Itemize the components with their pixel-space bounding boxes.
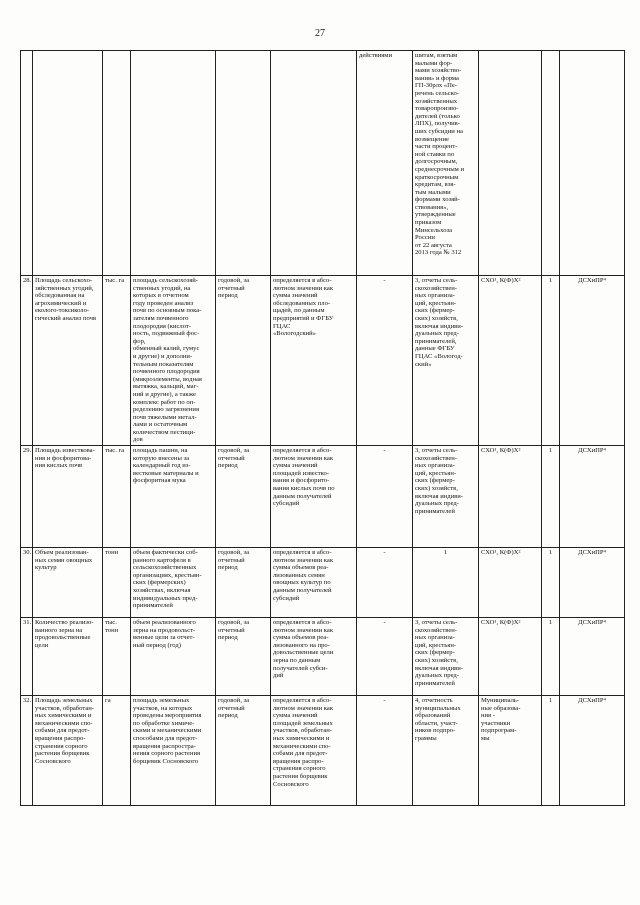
data-source: 4, отчетность муниципальных образований области, участ- ников подпро- граммы [413, 696, 479, 806]
dash-cell: - [357, 618, 413, 696]
definition: объем реализованного зерна на продовольст- венные цели за отчет- ный период (год) [131, 618, 216, 696]
responsible: СХО¹, К(Ф)Х² [479, 446, 542, 548]
dash-cell: - [357, 548, 413, 618]
calculation-method: определяется в абсо- лютном значении как сумма объемов реа- лизованного на про- довольственные цели зерна по данным получателей субси- дий [271, 618, 357, 696]
definition: площадь сельскохозяй- ственных угодий, на которых в отчетном году проведен анализ почв по основным пока- зателям почвенного плодородия (кислот- ность, подвижный фос- фор, обменный калий, гумус и другие) и дополни- тельным показателям почвенного плодородия (микроэлементы, водная вытяжка, кальций, маг- ний и другие), а также комплекс работ по оп- ределению загрязнения почв тяжелыми метал- лами и остаточным количеством пестици- дов [131, 276, 216, 446]
period: годовой, за отчетный период [216, 276, 271, 446]
definition: объем фактически соб- ранного картофеля в сельскохозяйственных организациях, крестьян- ских (фермерских) хозяйствах, включая индивидуальных пред- принимателей [131, 548, 216, 618]
indicator-name: Площадь земельных участков, обработан- ных химическими и механическими спо- собами для предот- вращения распро- странения сорного растения борщевик Сосновского [33, 696, 103, 806]
table-row-32 [21, 696, 625, 806]
indicator-name: Площадь сельскохо- зяйственных угодий, обследованная на агрохимический и eколого-токсиколо- гический анализ почв [33, 276, 103, 446]
definition: площадь земельных участков, на которых проведены мероприятия по обработке химиче- скими и механическими способами для предот- вращения распростра- нения сорного растения борщевик Сосновского [131, 696, 216, 806]
row-number: 32. [21, 696, 33, 806]
department-code: ДСХиПР⁴ [560, 276, 625, 446]
table-row-continued [21, 51, 625, 276]
unit: тыс. га [103, 276, 131, 446]
unit: тыс. га [103, 446, 131, 548]
indicator-table [20, 50, 625, 806]
responsible: СХО¹, К(Ф)Х² [479, 618, 542, 696]
unit: тонн [103, 548, 131, 618]
page-number: 27 [315, 28, 325, 39]
table-row-29 [21, 446, 625, 548]
department-code: ДСХиПР⁴ [560, 696, 625, 806]
period: годовой, за отчетный период [216, 696, 271, 806]
period: годовой, за отчетный период [216, 548, 271, 618]
indicator-name: Объем реализован- ных семян овощных культур [33, 548, 103, 618]
row-number: 29. [21, 446, 33, 548]
period: годовой, за отчетный период [216, 618, 271, 696]
data-source: 3, отчеты сель- скохозяйствен- ных организа- ций, крестьян- ских (фермер- ских) хозяйств, включая индиви- дуальных пред- принимателей, данные ФГБУ ГЦАС «Вологод- ский» [413, 276, 479, 446]
data-source: 3, отчеты сель- скохозяйствен- ных организа- ций, крестьян- ских (фермер- ских) хозяйств, включая индиви- дуальных пред- принимателей [413, 618, 479, 696]
cell-continued-source: шитам, взятым малыми фор- мами хозяйство- вания» и форма ГП-30рлх «Пе- речень сельско- хозяйственных товаропроизво- дителей (только ЛПХ), получив- ших субсидии на возмещение части процент- ной ставки по долгосрочным, среднесрочным и краткосрочным кредитам, взя- тым малыми формами хозяй- ствования», утвержденные приказом Минсельхоза России от 22 августа 2013 года № 312 [413, 51, 479, 276]
unit: тыс. тонн [103, 618, 131, 696]
cell-continued-method: действиями [357, 51, 413, 276]
department-code: ДСХиПР⁴ [560, 618, 625, 696]
data-source: 1 [413, 548, 479, 618]
frequency: 1 [542, 276, 560, 446]
table-row-28 [21, 276, 625, 446]
definition: площадь пашни, на которую внесены за календарный год из- вестковые материалы и фосфоритная мука [131, 446, 216, 548]
table-row-31 [21, 618, 625, 696]
responsible: СХО¹, К(Ф)Х² [479, 548, 542, 618]
frequency: 1 [542, 696, 560, 806]
responsible: СХО¹, К(Ф)Х² [479, 276, 542, 446]
dash-cell: - [357, 276, 413, 446]
table-row-30 [21, 548, 625, 618]
frequency: 1 [542, 548, 560, 618]
period: годовой, за отчетный период [216, 446, 271, 548]
data-source: 3, отчеты сель- скохозяйствен- ных организа- ций, крестьян- ских (фермер- ских) хозяйств, включая индиви- дуальных пред- принимателей [413, 446, 479, 548]
responsible: Муниципаль- ные образова- ния - участники подпрограм- мы [479, 696, 542, 806]
calculation-method: определяется в абсо- лютном значении как сумма значений площадей известко- вания и фосфорито- вания кислых почв по данным получателей субсидий [271, 446, 357, 548]
row-number: 28. [21, 276, 33, 446]
frequency: 1 [542, 446, 560, 548]
unit: га [103, 696, 131, 806]
indicator-name: Площадь известкова- ния и фосфоритова- ния кислых почв [33, 446, 103, 548]
indicator-name: Количество реализо- ванного зерна на продовольственные цели [33, 618, 103, 696]
row-number: 30. [21, 548, 33, 618]
calculation-method: определяется в абсо- лютном значении как сумма значений обследованных пло- щадей, по данным предприятий и ФГБУ ГЦАС «Вологодский» [271, 276, 357, 446]
frequency: 1 [542, 618, 560, 696]
department-code: ДСХиПР⁴ [560, 446, 625, 548]
dash-cell: - [357, 446, 413, 548]
department-code: ДСХиПР⁴ [560, 548, 625, 618]
calculation-method: определяется в абсо- лютном значении как сумма объемов реа- лизованных семян овощных культур по данным получателей субсидий [271, 548, 357, 618]
dash-cell: - [357, 696, 413, 806]
calculation-method: определяется в абсо- лютном значении как сумма значений площадей земельных участков, обработан- ных химическими и механическими спо- собами для предот- вращения распро- странения сорного растения борщевик Сосновского [271, 696, 357, 806]
row-number: 31. [21, 618, 33, 696]
